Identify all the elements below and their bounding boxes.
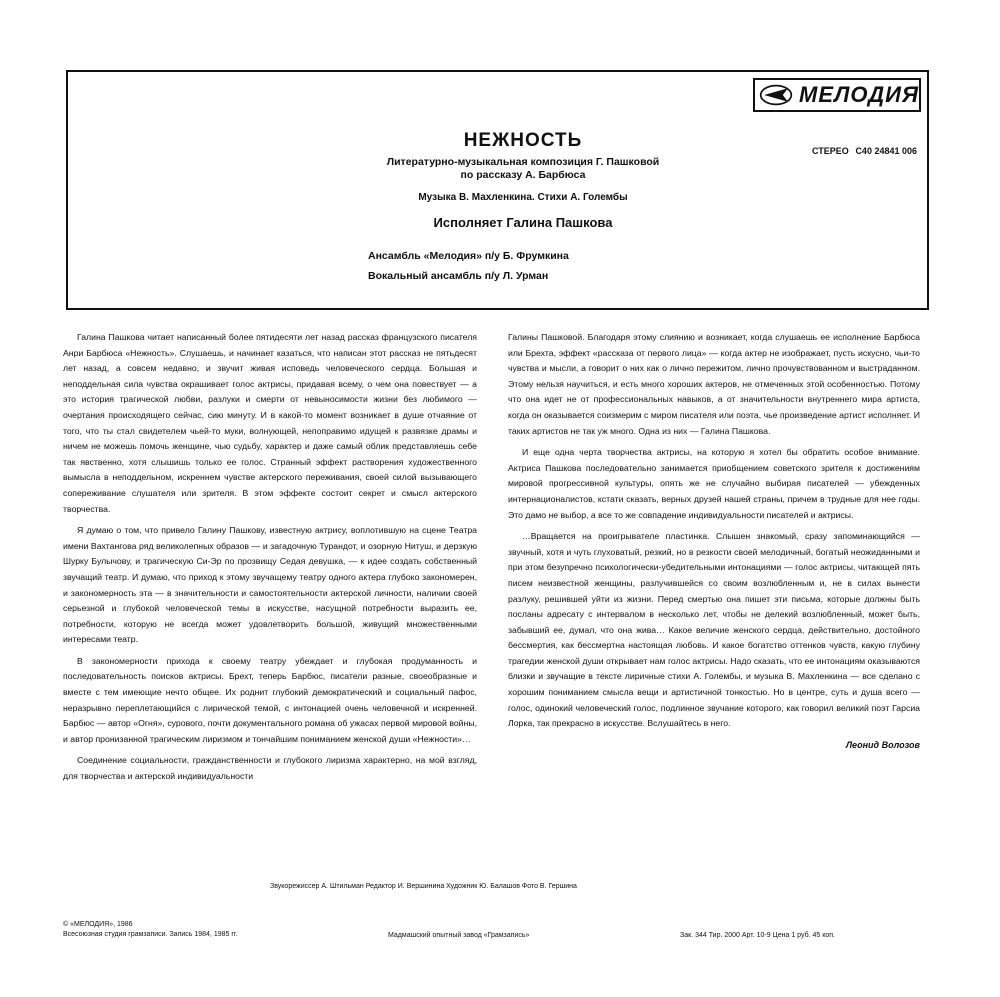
page-title: НЕЖНОСТЬ [463, 130, 583, 151]
plant-info: Мадмашский опытный завод «Грамзапись» [388, 932, 530, 939]
performer: Исполняет Галина Пашкова [433, 215, 613, 230]
vocal-ensemble-credit: Вокальный ансамбль п/у Л. Урман [368, 270, 549, 282]
article-paragraph: Соединение социальности, гражданственности и глубокого лиризма характерно, на мой взгляд, для творчества и актерской индивидуальности [63, 755, 477, 782]
footer-left [63, 920, 238, 940]
stereo-label: СТЕРЕО [812, 146, 849, 156]
author-signature: Леонид Волозов [845, 739, 920, 750]
melodiya-logo [753, 78, 921, 112]
article-paragraph: Я думаю о том, что привело Галину Пашкову, известную актрису, воплотившую на сцене Театра имени Вахтангова ряд великолепных образов — и загадочную Турандот, и озорную Нитуш, и дерзкую Шурку Булычову, и трагическую Си-Эр по прозвищу Седая девушка, — к идее создать собственный звучащий театр. И думаю, что приход к этому звучащему театру одного актера глубоко закономерен, и закономерность эта — в значительности и самостоятельности актерской личности, наличии своей серьезной и глубокой человеческой темы в искусстве, насущной потребности выразить ее, потребности, которую не всегда может удовлетворить большой, живущий множественными интересами театр. [63, 525, 477, 645]
subtitle-line-1: Литературно-музыкальная композиция Г. Пашковой [386, 156, 660, 168]
music-lyrics-credits: Музыка В. Махленкина. Стихи А. Голембы [418, 192, 628, 203]
header-frame [66, 70, 929, 310]
order-price-info: Зак. 344 Тир. 2000 Арт. 10-9 Цена 1 руб. 45 коп. [680, 932, 835, 939]
record-label-icon [759, 82, 793, 108]
copyright: © «МЕЛОДИЯ», 1986 [63, 921, 133, 928]
catalog-number: С40 24841 006 [855, 146, 917, 156]
article-paragraph: В закономерности прихода к своему театру убеждает и глубокая продуманность и последовательность поисков актрисы. Брехт, теперь Барбюс, писатели разные, своеобразные и вместе с тем имеющие нечто общее. Их роднит глубокий демократический и социальный пафос, неразрывно переплетающийся с лирической темой, с интонацией очень человечной и искренней. Барбюс — автор «Огня», сурового, почти документального романа об ужасах первой мировой войны, и автор пронизанной трагическим лиризмом и тончайшим пониманием женской души «Нежности»… [63, 655, 477, 744]
article-paragraph: Галина Пашкова читает написанный более пятидесяти лет назад рассказ французского писателя Анри Барбюса «Нежность». Слушаешь, и начинает казаться, что написан этот рассказ не пятьдесят лет назад, а совсем недавно, и звучит живая исповедь человеческого сердца. Большая и неподдельная сила чувства окрашивает голос актрисы, придавая всему, о чем она повествует — а это история трагической любви, разлуки и смерти от невыносимости жизни без любимого — очертания происходящего сейчас, сию минуту. И в какой-то момент возникает в душе отчаяние от того, что ты стал свидетелем чьей-то муки, волнующей, непоправимо идущей к развязке драмы и ничем не можешь помочь женщине, чью судьбу, характер и даже самый облик представляешь себе так явственно, хотя слышишь только ее голос. Странный эффект растворения художественного вымысла в неподдельном, искреннем чувстве актерского переживания, своей силой вызывающего сопереживание слушателя или зрителя. В этом эффекте состоит секрет и смысл актерского творчества. [63, 332, 477, 514]
article-paragraph: …Вращается на проигрывателе пластинка. Слышен знакомый, сразу запоминающийся — звучный, хотя и чуть глуховатый, резкий, но в резкости своей мелодичный, богатый неожиданными и при этом безупречно психологически-убедительными интонациями — голос актрисы, читающей пять писем неизвестной женщины, разлучившейся со своим возлюбленным и, не в силах вынести разлуку, решившей уйти из жизни. Перед смертью она пишет эти письма, которые должны быть посланы адресату с интервалом в несколько лет, чтобы не делекий возлюбленный, может быть, забывший ее, думал, что она жива… Какое величие женского сердца, действительно, достойного бессмертия, как бессмертна настоящая любовь. И какое богатство оттенков чувств, какую глубину трагедии женской души открывает нам голос актрисы. Надо сказать, что ее интонациям оказываются близки и звучащие в тексте лиричные стихи А. Голембы, и музыка В. Махленкина — все сделано с хорошим пониманием смысла вещи и артистичной тонкостью. Но в центре, суть и душа всего — голос, одинокий человеческий голос, подлинное звучание которого, как говорил великий поэт Гарсиа Лорка, так прекрасно в искусстве. Вслушайтесь в него. [508, 531, 920, 729]
article-paragraph: И еще одна черта творчества актрисы, на которую я хотел бы обратить особое внимание. Актриса Пашкова последовательно занимается приобщением советского зрителя к достижениям мировой прогрессивной культуры, опять же не случайно выбирая писателей — убежденных интернационалистов, кстати сказать, верных друзей нашей страны, причем в трудные для нее годы. Это дамо не выбор, а все то же совпадение индивидуальности писателей и актрисы. [508, 447, 920, 520]
article-column-right [508, 330, 920, 753]
logo-text: МЕЛОДИЯ [799, 82, 919, 107]
ensemble-credit: Ансамбль «Мелодия» п/у Б. Фрумкина [368, 250, 569, 262]
article-paragraph: Галины Пашковой. Благодаря этому слиянию и возникает, когда слушаешь ее исполнение Барбюса или Брехта, эффект «рассказа от первого лица» — когда актер не изображает, пусть искусно, чьи-то чувства и мысли, а говорит о них как о лично пережитом, лично прочувствованном и выстраданном. Этому нельзя научиться, и есть много хороших актеров, не отмеченных этой особенностью. Потому что она идет не от профессиональных навыков, а от значительности внутреннего мира артиста, когда он оказывается соизмерим с миром писателя или поэта, чье произведение артист исполняет. И таких артистов не так уж много. Одна из них — Галина Пашкова. [508, 332, 920, 436]
production-credits: Звукорежиссер А. Штильман Редактор И. Вершинина Художник Ю. Балашов Фото В. Гершина [270, 883, 577, 890]
article-column-left [63, 330, 477, 791]
subtitle-line-2: по рассказу А. Барбюса [460, 169, 586, 181]
title-block [298, 130, 748, 230]
studio-info: Всесоюзная студия грамзаписи. Запись 1984, 1985 гг. [63, 931, 238, 938]
